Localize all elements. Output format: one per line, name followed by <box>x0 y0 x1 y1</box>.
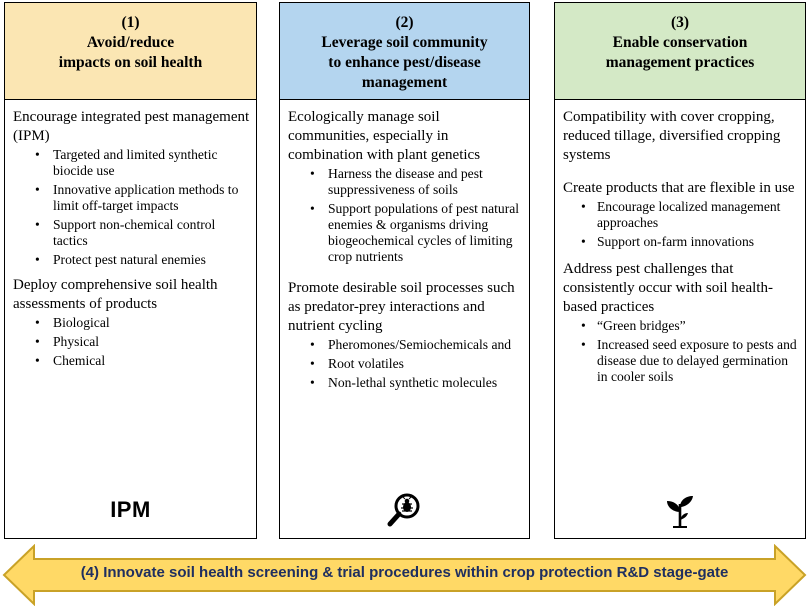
section <box>563 179 799 250</box>
section-title: Ecologically manage soil communities, especially in combination with plant genetics <box>288 109 481 163</box>
bullet-item: • Harness the disease and pest suppressiveness of soils <box>288 166 523 198</box>
bullet-item: • Biological <box>13 315 250 331</box>
column-enable-conservation <box>554 2 806 539</box>
column-title-line-1: Leverage soil community <box>321 34 488 51</box>
bullet-item: • Pheromones/Semiochemicals and <box>288 337 523 353</box>
bullet-item: • Protect pest natural enemies <box>13 252 250 268</box>
column-title-line-2: to enhance pest/disease <box>328 54 481 71</box>
column-title-line-1: Avoid/reduce <box>86 34 175 51</box>
bullet-item: • “Green bridges” <box>563 318 799 334</box>
column-leverage-soil-community <box>279 2 530 539</box>
section <box>563 260 799 385</box>
bullet-list <box>563 318 799 385</box>
bullet-item: • Chemical <box>13 353 250 369</box>
seedling-icon <box>665 492 695 528</box>
column-icon-row <box>555 490 805 530</box>
stage-gate-label: (4) Innovate soil health screening & trial procedures within crop protection R&D stage-gate <box>80 564 729 581</box>
bug-magnifier-icon <box>387 491 423 529</box>
column-title-line-2: management practices <box>605 54 755 71</box>
stage-gate-arrow <box>2 544 807 606</box>
bullet-item: • Encourage localized management approaches <box>563 199 799 231</box>
column-number: (1) <box>121 14 140 31</box>
column-body <box>280 100 529 391</box>
column-title-line-2: impacts on soil health <box>58 54 203 71</box>
bullet-list <box>13 147 250 268</box>
bullet-list <box>13 315 250 369</box>
bullet-item: • Targeted and limited synthetic biocide use <box>13 147 250 179</box>
column-header <box>555 3 805 100</box>
bullet-item: • Non-lethal synthetic molecules <box>288 375 523 391</box>
bullet-item: • Innovative application methods to limit off-target impacts <box>13 182 250 214</box>
column-header <box>5 3 256 100</box>
bullet-list <box>288 166 523 265</box>
section-title: Deploy comprehensive soil health assessments of products <box>13 277 218 312</box>
section-title: Address pest challenges that consistently occur with soil health-based practices <box>563 261 773 315</box>
bullet-item: • Physical <box>13 334 250 350</box>
column-number: (3) <box>670 14 690 31</box>
column-icon-row <box>280 490 529 530</box>
section <box>563 108 799 165</box>
column-title-line-3: management <box>361 74 448 91</box>
section-title: Encourage integrated pest management (IPM) <box>13 109 250 144</box>
column-avoid-reduce <box>4 2 257 539</box>
section-title: Create products that are flexible in use <box>563 180 795 196</box>
column-number: (2) <box>395 14 414 31</box>
section <box>288 108 523 265</box>
column-title-line-1: Enable conservation <box>612 34 748 51</box>
section <box>13 108 250 268</box>
column-body <box>555 100 805 385</box>
bullet-item: • Support non-chemical control tactics <box>13 217 250 249</box>
bullet-list <box>288 337 523 391</box>
bullet-item: • Support populations of pest natural enemies & organisms driving biogeochemical cycles of limiting crop nutrients <box>288 201 523 265</box>
section-title: Promote desirable soil processes such as predator-prey interactions and nutrient cycling <box>288 280 515 334</box>
bullet-item: • Root volatiles <box>288 356 523 372</box>
section-title: Compatibility with cover cropping, reduced tillage, diversified cropping systems <box>563 109 781 163</box>
column-header <box>280 3 529 100</box>
section <box>288 279 523 391</box>
ipm-text-icon: IPM <box>110 497 151 522</box>
bullet-item: • Increased seed exposure to pests and disease due to delayed germination in cooler soils <box>563 337 799 385</box>
bullet-list <box>563 199 799 250</box>
bullet-item: • Support on-farm innovations <box>563 234 799 250</box>
column-body <box>5 100 256 369</box>
column-icon-row <box>5 490 256 530</box>
section <box>13 276 250 369</box>
